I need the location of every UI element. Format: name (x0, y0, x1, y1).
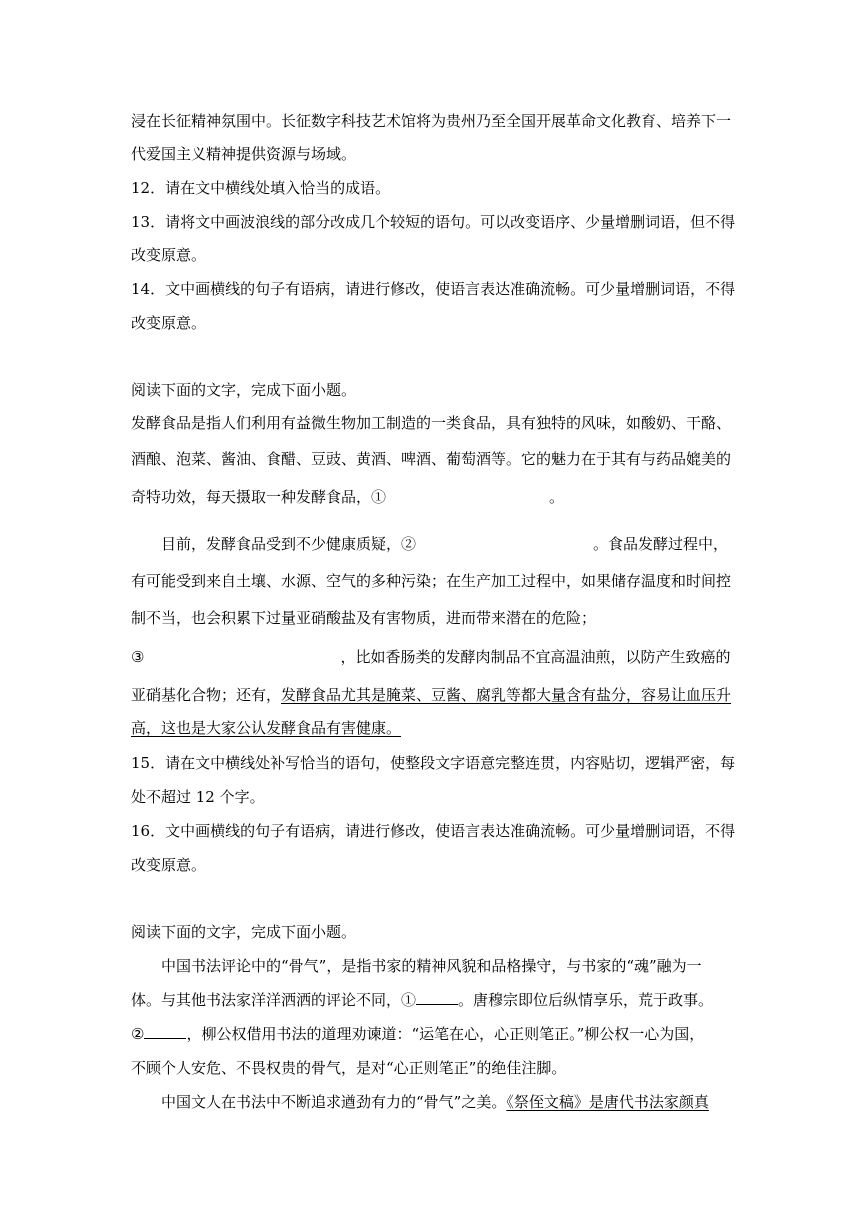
answer-blank (416, 990, 458, 1005)
text-span: 。食品发酵过程中， (593, 535, 729, 553)
question-16-cont: 改变原意。 (131, 856, 207, 874)
text-span: 体。与其他书法家洋洋洒洒的评论不同，① (131, 991, 417, 1009)
underlined-sentence: 高，这也是大家公认发酵食品有害健康。 (131, 719, 402, 737)
paragraph-line: 制不当，也会积累下过量亚硝酸盐及有害物质，进而带来潜在的危险； (131, 609, 597, 627)
text-span: ，比如香肠类的发酵肉制品不宜高温油煎，以防产生致癌的 (340, 648, 731, 666)
reading-intro: 阅读下面的文字，完成下面小题。 (131, 923, 357, 941)
paragraph-line: 有可能受到来自土壤、水源、空气的多种污染；在生产加工过程中，如果储存温度和时间控 (131, 572, 732, 590)
question-15: 15．请在文中横线处补写恰当的语句，使整段文字语意完整连贯，内容贴切，逻辑严密，每 (131, 754, 736, 772)
paragraph-line (161, 1092, 709, 1112)
paragraph-line (131, 990, 713, 1010)
text-span: 。唐穆宗即位后纵情享乐，荒于政事。 (458, 991, 714, 1009)
text-span: 目前，发酵食品受到不少健康质疑，② (161, 535, 417, 553)
text-span: ③ (131, 648, 145, 666)
question-14: 14．文中画横线的句子有语病，请进行修改，使语言表达准确流畅。可少量增删词语，不得 (131, 280, 736, 298)
paragraph-line: 代爱国主义精神提供资源与场域。 (131, 145, 357, 163)
text-span: 。 (549, 488, 565, 506)
paragraph-line: 酒酿、泡菜、酱油、食醋、豆豉、黄酒、啤酒、葡萄酒等。它的魅力在于其有与药品媲美的 (131, 450, 732, 468)
text-span: ，柳公权借用书法的道理劝谏道：“运笔在心，心正则笔正。”柳公权一心为国， (186, 1025, 705, 1043)
paragraph-line: 中国书法评论中的“骨气”，是指书家的精神风貌和品格操守，与书家的“魂”融为一 (161, 957, 702, 975)
answer-blank (144, 1024, 186, 1039)
paragraph-line: 不顾个人安危、不畏权贵的骨气，是对“心正则笔正”的绝佳注脚。 (131, 1059, 567, 1077)
text-span: 中国文人在书法中不断追求遒劲有力的“骨气”之美。 (161, 1093, 507, 1111)
question-13-cont: 改变原意。 (131, 246, 207, 264)
paragraph-line (131, 718, 401, 738)
question-12: 12．请在文中横线处填入恰当的成语。 (131, 179, 391, 197)
underlined-sentence: 《祭侄文稿》是唐代书法家颜真 (506, 1093, 709, 1111)
paragraph-line: 发酵食品是指人们利用有益微生物加工制造的一类食品，具有独特的风味，如酸奶、干酪、 (131, 414, 732, 432)
paragraph-line (131, 647, 730, 667)
paragraph-line: 浸在长征精神氛围中。长征数字科技艺术馆将为贵州乃至全国开展革命文化教育、培养下一 (131, 112, 732, 130)
question-14-cont: 改变原意。 (131, 314, 207, 332)
question-16: 16．文中画横线的句子有语病，请进行修改，使语言表达准确流畅。可少量增删词语，不得 (131, 822, 736, 840)
text-span: 奇特功效，每天摄取一种发酵食品，① (131, 488, 387, 506)
question-13: 13．请将文中画波浪线的部分改成几个较短的语句。可以改变语序、少量增删词语，但不得 (131, 213, 736, 231)
question-15-cont: 处不超过 12 个字。 (131, 788, 265, 806)
paragraph-line (131, 487, 564, 507)
text-span: 亚硝基化合物；还有， (131, 686, 282, 704)
underlined-sentence: 发酵食品尤其是腌菜、豆酱、腐乳等都大量含有盐分，容易让血压升 (281, 686, 732, 704)
paragraph-line (131, 685, 731, 705)
text-span: ② (131, 1025, 145, 1043)
reading-intro: 阅读下面的文字，完成下面小题。 (131, 381, 357, 399)
paragraph-line (161, 534, 728, 554)
paragraph-line (131, 1024, 704, 1044)
